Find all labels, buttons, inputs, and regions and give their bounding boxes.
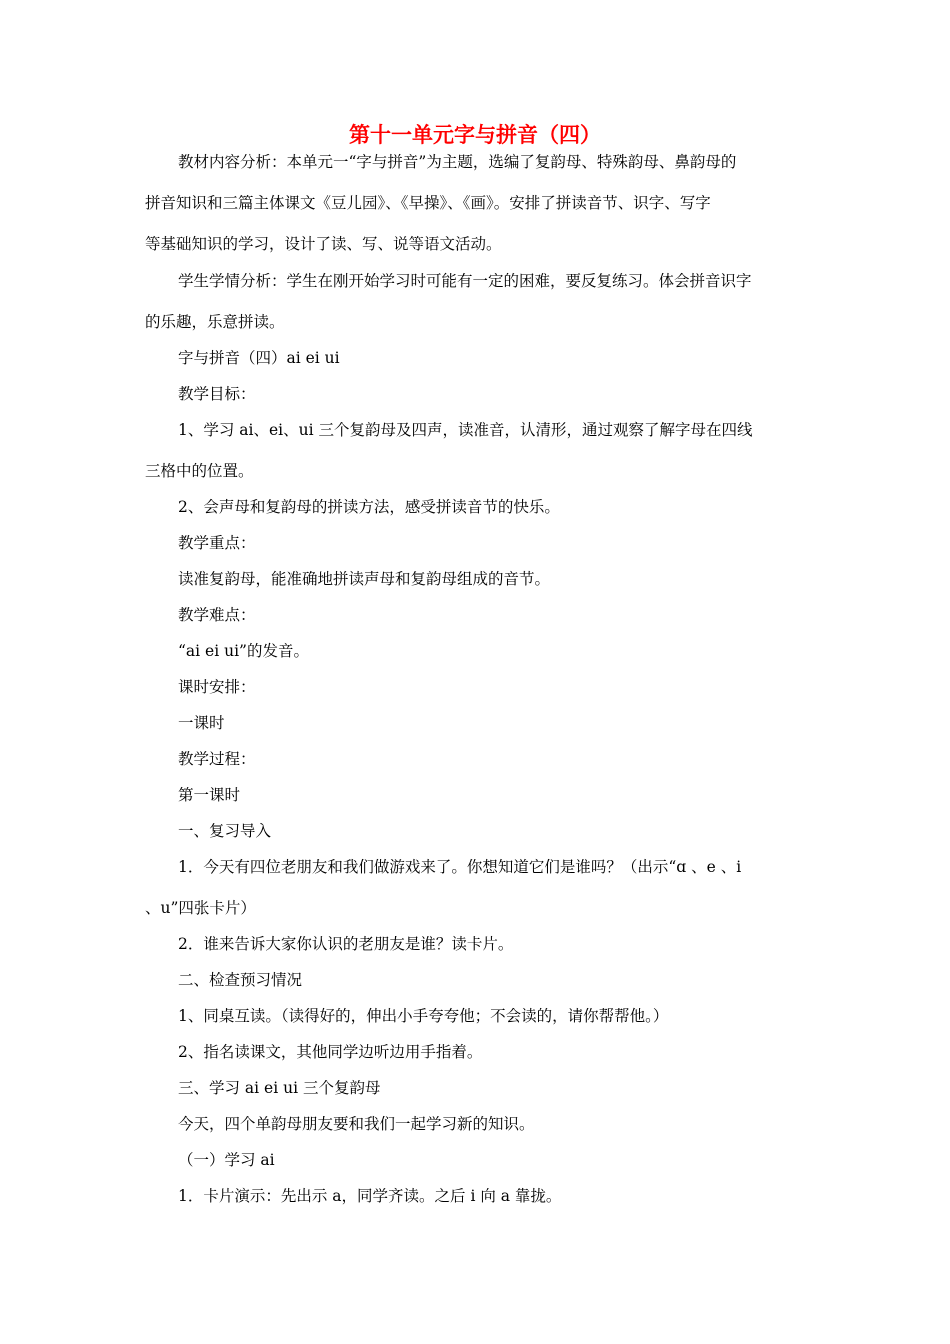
section-heading: 一、复习导入 bbox=[178, 822, 272, 840]
paragraph-line: 1、学习 ai、ei、ui 三个复韵母及四声，读准音，认清形，通过观察了解字母在四线 bbox=[178, 421, 753, 439]
paragraph-line: 拼音知识和三篇主体课文《豆儿园》、《早操》、《画》。安排了拼读音节、识字、写字 bbox=[145, 194, 711, 212]
paragraph-line: 的乐趣，乐意拼读。 bbox=[145, 313, 285, 331]
paragraph-line: 2、会声母和复韵母的拼读方法，感受拼读音节的快乐。 bbox=[178, 498, 560, 516]
paragraph-line: 三格中的位置。 bbox=[145, 462, 254, 480]
section-heading: 三、学习 ai ei ui 三个复韵母 bbox=[178, 1079, 381, 1097]
paragraph-line: 1、同桌互读。（读得好的，伸出小手夸夸他；不会读的，请你帮帮他。） bbox=[178, 1007, 669, 1025]
section-heading: 二、检查预习情况 bbox=[178, 971, 303, 989]
section-heading: 教学难点： bbox=[178, 606, 256, 624]
section-heading: 第一课时 bbox=[178, 786, 241, 804]
paragraph-line: 读准复韵母，能准确地拼读声母和复韵母组成的音节。 bbox=[178, 570, 551, 588]
section-heading: 教学过程： bbox=[178, 750, 256, 768]
section-heading: （一）学习 ai bbox=[178, 1151, 275, 1169]
paragraph-line: 1．卡片演示：先出示 a，同学齐读。之后 i 向 a 靠拢。 bbox=[178, 1187, 562, 1205]
paragraph-line: “ai ei ui”的发音。 bbox=[178, 642, 309, 660]
section-heading: 教学重点： bbox=[178, 534, 256, 552]
section-heading: 教学目标： bbox=[178, 385, 256, 403]
section-heading: 字与拼音（四）ai ei ui bbox=[178, 349, 340, 367]
paragraph-line: 2．谁来告诉大家你认识的老朋友是谁？读卡片。 bbox=[178, 935, 514, 953]
document-title: 第十一单元字与拼音（四） bbox=[349, 122, 601, 147]
paragraph-line: 2、指名读课文，其他同学边听边用手指着。 bbox=[178, 1043, 483, 1061]
paragraph-line: 、u”四张卡片） bbox=[145, 899, 256, 917]
paragraph-line: 一课时 bbox=[178, 714, 225, 732]
paragraph-line: 1．今天有四位老朋友和我们做游戏来了。你想知道它们是谁吗？（出示“ɑ 、e 、i bbox=[178, 858, 742, 876]
paragraph-line: 教材内容分析：本单元一“字与拼音”为主题，选编了复韵母、特殊韵母、鼻韵母的 bbox=[178, 153, 737, 171]
section-heading: 课时安排： bbox=[178, 678, 256, 696]
paragraph-line: 今天，四个单韵母朋友要和我们一起学习新的知识。 bbox=[178, 1115, 535, 1133]
paragraph-line: 学生学情分析：学生在刚开始学习时可能有一定的困难，要反复练习。体会拼音识字 bbox=[178, 272, 752, 290]
paragraph-line: 等基础知识的学习，设计了读、写、说等语文活动。 bbox=[145, 235, 502, 253]
